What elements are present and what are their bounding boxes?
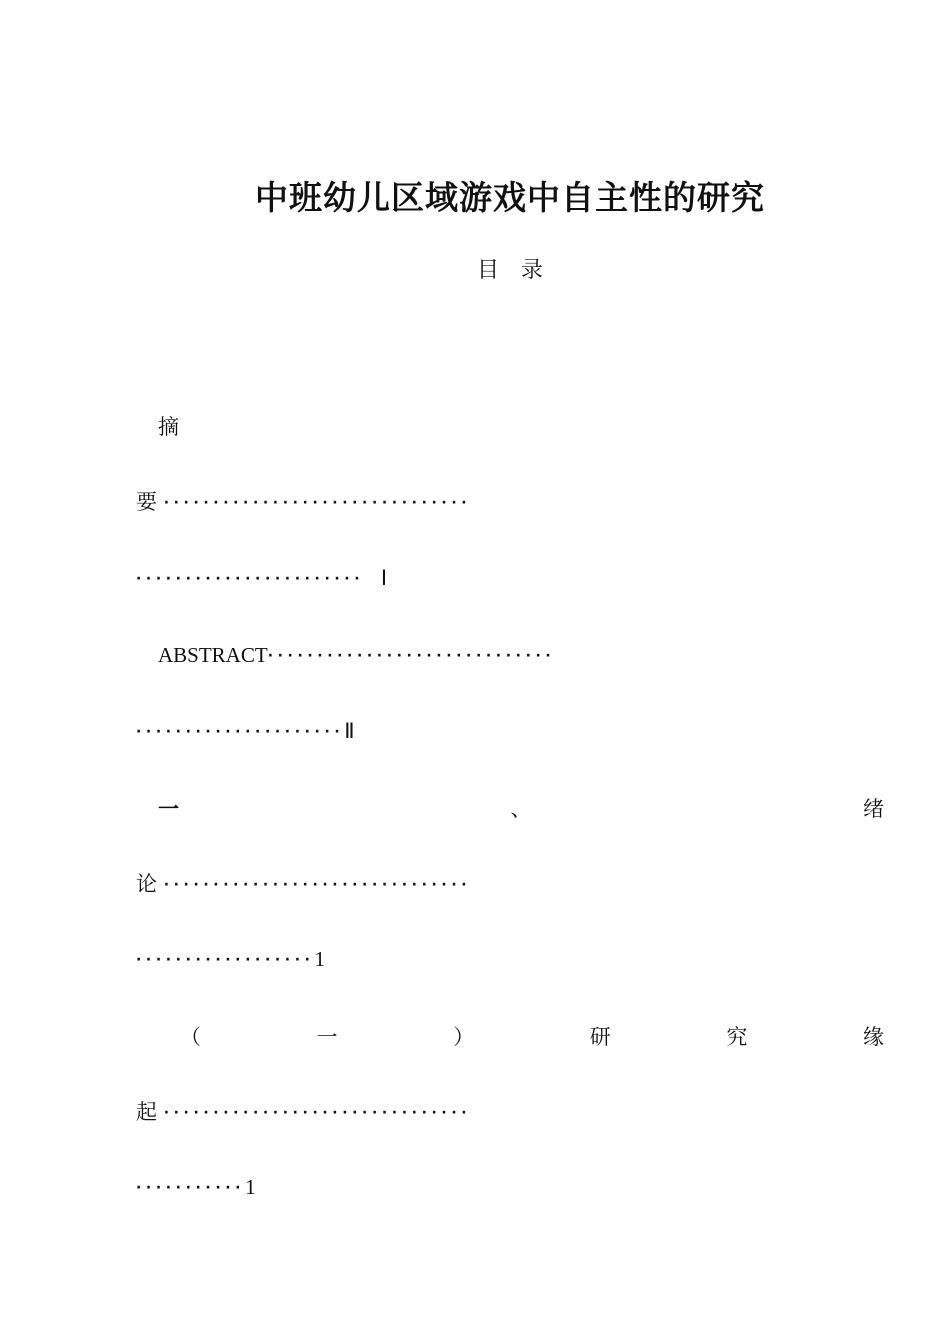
toc-text: 究	[726, 1025, 748, 1049]
toc-text: 要	[136, 490, 157, 514]
toc-text: （	[180, 1025, 201, 1049]
toc-leader-dots: ·····················	[136, 724, 345, 740]
toc-line-background-1	[180, 1022, 884, 1052]
toc-text: 摘	[158, 415, 179, 439]
toc-text: ）	[453, 1025, 475, 1049]
toc-page-number: 1	[245, 1175, 256, 1199]
toc-line-abstract-en-1	[136, 640, 906, 670]
toc-page-number: Ⅰ	[380, 566, 388, 590]
toc-text: 研	[589, 1025, 611, 1049]
toc-text: 起	[136, 1100, 157, 1124]
toc-page-number: 1	[314, 947, 326, 971]
toc-line-intro-2	[136, 869, 884, 899]
toc-leader-dots: ·······························	[163, 495, 472, 511]
toc-leader-dots: ·······················	[136, 571, 365, 587]
toc-line-intro-3	[136, 944, 884, 974]
toc-line-abstract-cn-1	[136, 412, 906, 442]
toc-line-intro-1	[136, 794, 884, 824]
toc-text: ABSTRACT	[158, 643, 268, 667]
toc-text: 绪	[863, 797, 884, 821]
toc-text: 一	[316, 1025, 338, 1049]
toc-text: 一	[158, 797, 179, 821]
toc-leader-dots: ···········	[136, 1180, 246, 1196]
toc-page-number: Ⅱ	[344, 719, 355, 743]
toc-line-abstract-cn-2	[136, 487, 884, 517]
toc-line-abstract-en-2	[136, 716, 884, 746]
toc-heading: 目 录	[476, 258, 543, 283]
toc-text: 论	[136, 872, 157, 896]
toc-text: 、	[510, 797, 532, 821]
toc-line-abstract-cn-3	[136, 563, 884, 593]
toc-leader-dots: ·····························	[267, 648, 556, 664]
toc-leader-dots: ··················	[136, 952, 315, 968]
document-title: 中班幼儿区域游戏中自主性的研究	[255, 178, 765, 217]
toc-leader-dots: ·······························	[163, 1105, 472, 1121]
toc-text: 缘	[862, 1025, 884, 1049]
toc-leader-dots: ·······························	[163, 877, 472, 893]
toc-line-background-2	[136, 1097, 884, 1127]
toc-line-background-3	[136, 1172, 884, 1202]
